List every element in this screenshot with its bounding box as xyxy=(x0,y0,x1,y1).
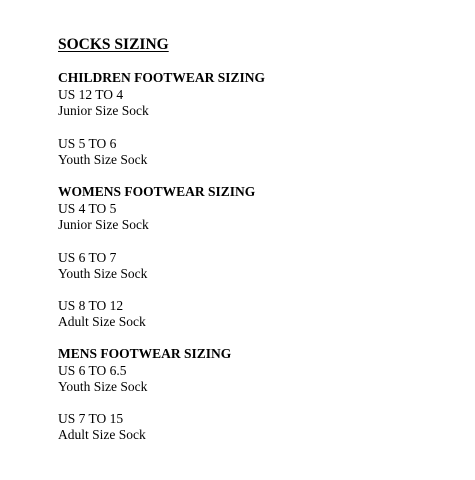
size-range: US 6 TO 7 xyxy=(58,250,117,265)
size-range: US 8 TO 12 xyxy=(58,298,124,313)
sock-size: Junior Size Sock xyxy=(58,217,149,232)
document-page xyxy=(58,0,475,480)
size-range: US 7 TO 15 xyxy=(58,411,124,426)
sock-size: Adult Size Sock xyxy=(58,314,146,329)
sock-size: Youth Size Sock xyxy=(58,379,148,394)
section-heading-mens: MENS FOOTWEAR SIZING xyxy=(58,346,232,361)
sock-size: Adult Size Sock xyxy=(58,427,146,442)
document-title: SOCKS SIZING xyxy=(58,36,169,53)
sock-size: Youth Size Sock xyxy=(58,152,148,167)
section-heading-children: CHILDREN FOOTWEAR SIZING xyxy=(58,70,266,85)
sock-size: Junior Size Sock xyxy=(58,103,149,118)
size-range: US 4 TO 5 xyxy=(58,201,117,216)
size-range: US 5 TO 6 xyxy=(58,136,117,151)
size-range: US 12 TO 4 xyxy=(58,87,124,102)
size-range: US 6 TO 6.5 xyxy=(58,363,127,378)
section-heading-womens: WOMENS FOOTWEAR SIZING xyxy=(58,184,256,199)
sock-size: Youth Size Sock xyxy=(58,266,148,281)
